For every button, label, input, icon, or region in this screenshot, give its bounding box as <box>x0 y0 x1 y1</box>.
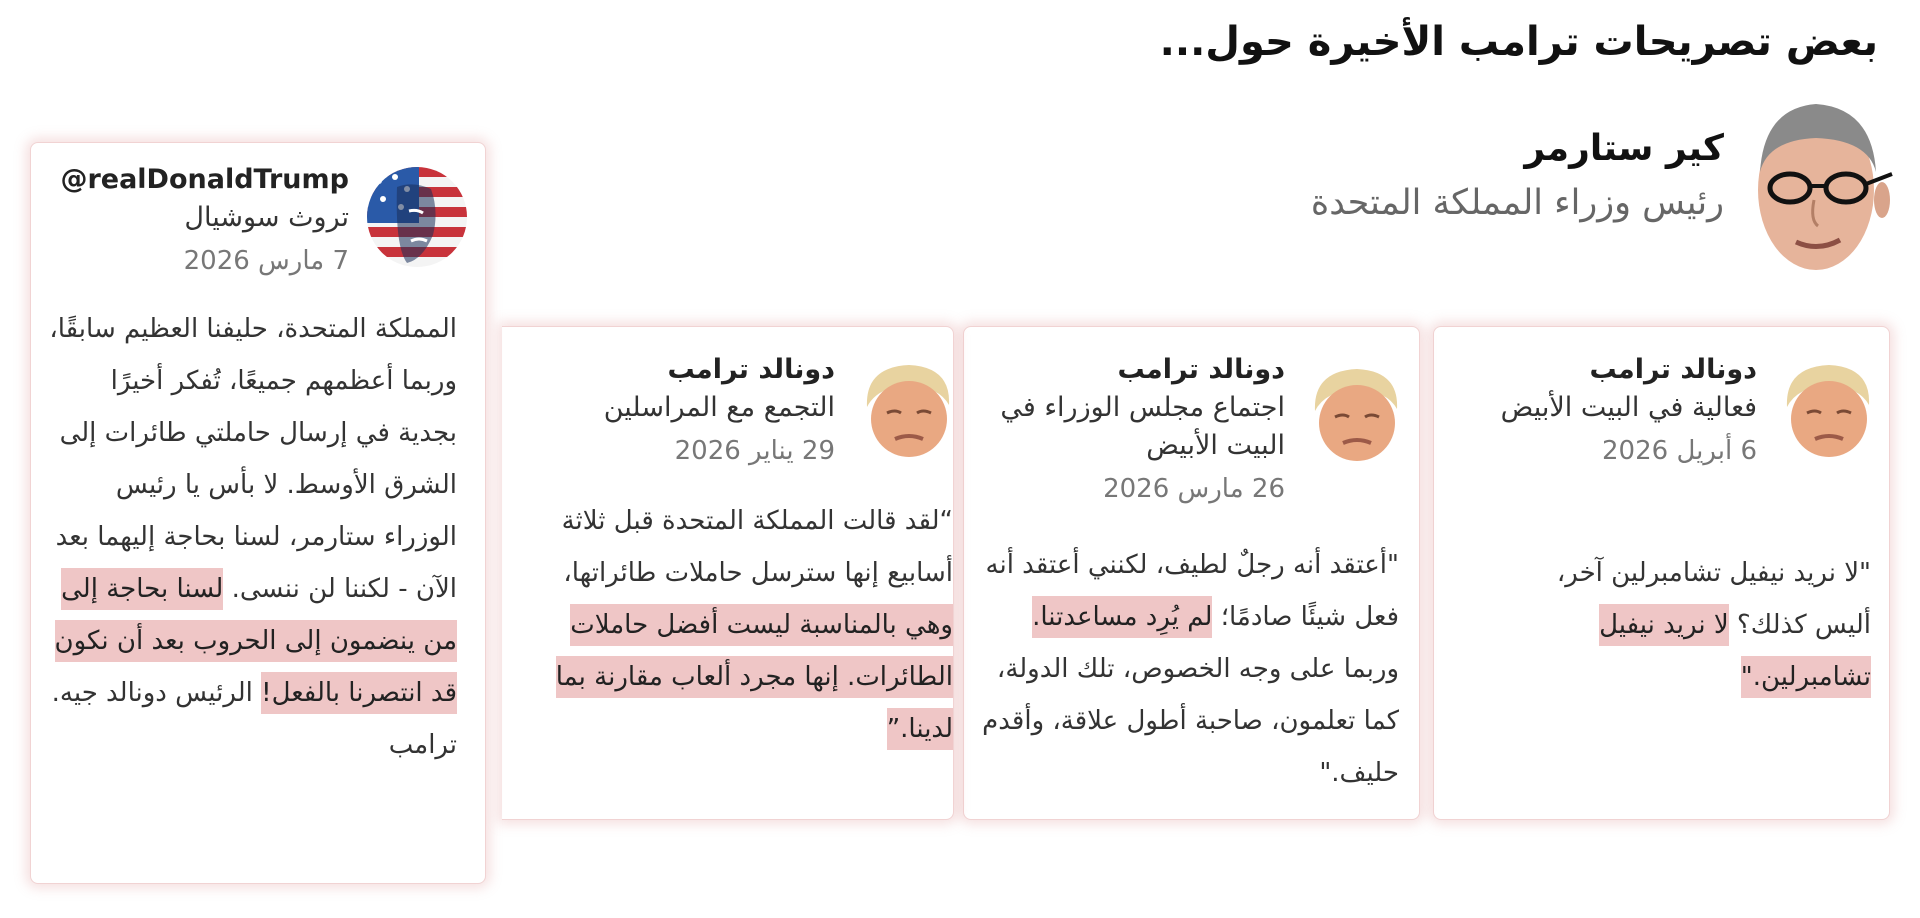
trump-face-icon <box>1307 361 1403 465</box>
post-date: 7 مارس 2026 <box>183 246 349 276</box>
speaker-name: دونالد ترامب <box>1589 354 1757 385</box>
quote-plain: “لقد قالت المملكة المتحدة قبل ثلاثة أسابيع إنها سترسل حاملات طائراتها، <box>561 506 953 588</box>
quote-card-2 <box>963 326 1420 820</box>
event-date: 6 أبريل 2026 <box>1602 436 1757 466</box>
post-platform: تروث سوشيال <box>184 202 349 233</box>
post-signature: الرئيس دونالد جيه. ترامب <box>51 678 457 760</box>
speaker-name: دونالد ترامب <box>1117 354 1285 385</box>
speaker-name: دونالد ترامب <box>667 354 835 385</box>
quote-card-3 <box>502 326 954 820</box>
trump-face-icon <box>1779 357 1875 461</box>
quote-highlight: لم يُرِد مساعدتنا. <box>1032 596 1212 638</box>
card-meta <box>985 351 1285 509</box>
quote-card-1 <box>1433 326 1890 820</box>
trump-face-icon <box>859 357 954 461</box>
subject-title: رئيس وزراء المملكة المتحدة <box>1310 183 1724 223</box>
event-date: 29 يناير 2026 <box>674 436 835 466</box>
card-meta <box>1457 351 1757 471</box>
flag-face-profile-picture-icon <box>367 167 467 267</box>
quote-highlight: لا نريد نيفيل تشامبرلين." <box>1599 604 1871 698</box>
post-text-plain: المملكة المتحدة، حليفنا العظيم سابقًا، وربما أعظمهم جميعًا، تُفكر أخيرًا بجدية في إرسال حاملتي طائرات إلى الشرق الأوسط. لا بأس يا رئيس الوزراء ستارمر، لسنا بحاجة إليهما بعد الآن - لكننا لن ننسى. <box>49 314 457 604</box>
event-name: فعالية في البيت الأبيض <box>1500 392 1757 423</box>
quote-text <box>537 495 953 755</box>
event-date: 26 مارس 2026 <box>1103 474 1285 504</box>
subject-name: كير ستارمر <box>1524 128 1724 169</box>
truth-social-post-card <box>30 142 486 884</box>
post-text-highlight: لسنا بحاجة إلى من ينضمون إلى الحروب بعد أن نكون قد انتصرنا بالفعل! <box>55 568 457 714</box>
post-handle: @realDonaldTrump <box>60 164 349 195</box>
quote-highlight: وهي بالمناسبة ليست أفضل حاملات الطائرات. إنها مجرد ألعاب مقارنة بما لدينا.” <box>556 604 953 750</box>
event-name: اجتماع مجلس الوزراء في البيت الأبيض <box>1000 392 1285 461</box>
event-name: التجمع مع المراسلين <box>603 392 835 423</box>
post-meta <box>49 161 349 281</box>
quote-plain-tail: وربما على وجه الخصوص، تلك الدولة، كما تعلمون، صاحبة أطول علاقة، وأقدم حليف." <box>982 654 1399 788</box>
post-text <box>47 303 457 771</box>
quote-text <box>1521 547 1871 703</box>
quote-plain: "أعتقد أنه رجلٌ لطيف، لكنني أعتقد أنه فعل شيئًا صادمًا؛ <box>985 550 1399 632</box>
card-meta <box>535 351 835 471</box>
quote-text <box>981 539 1399 799</box>
quote-plain: "لا نريد نيفيل تشامبرلين آخر، أليس كذلك؟ <box>1556 558 1871 640</box>
page-headline: بعض تصريحات ترامب الأخيرة حول... <box>1159 19 1878 65</box>
keir-starmer-portrait-icon <box>1744 80 1894 286</box>
